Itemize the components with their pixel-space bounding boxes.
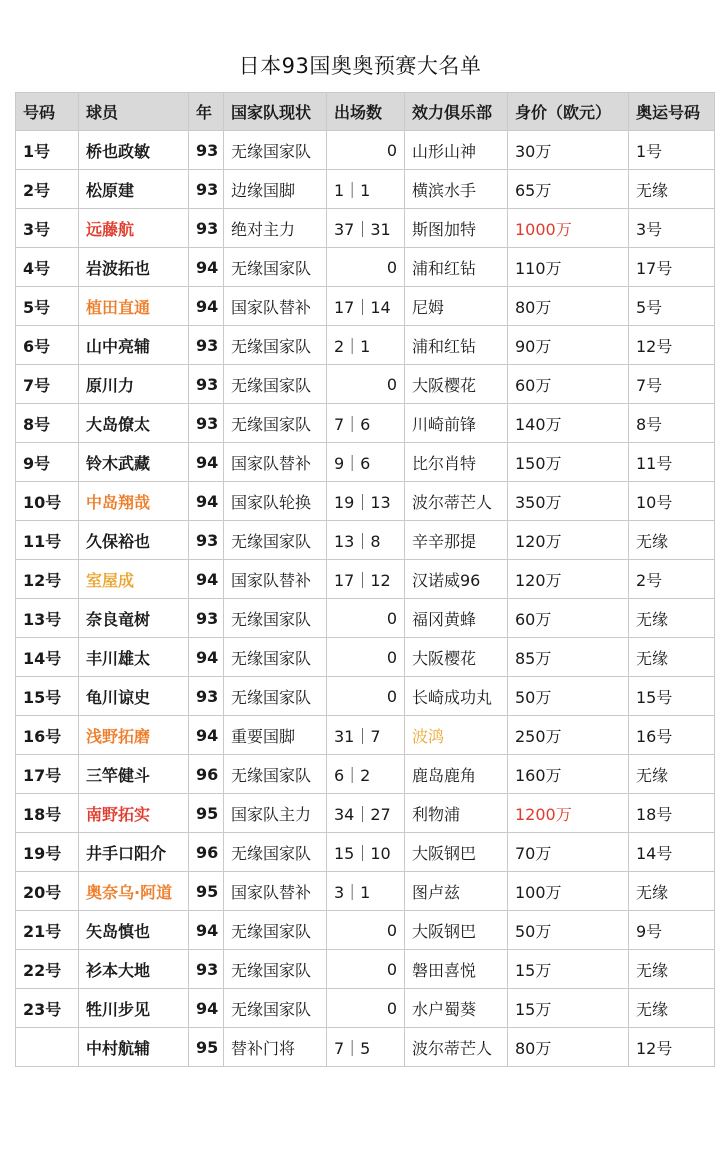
market-value: 15万 — [508, 989, 629, 1028]
birth-year: 96 — [189, 755, 224, 794]
table-row — [16, 521, 715, 560]
player-number: 11号 — [16, 521, 79, 560]
olympic-number: 9号 — [629, 911, 715, 950]
national-team-status: 国家队替补 — [224, 287, 327, 326]
market-value: 85万 — [508, 638, 629, 677]
market-value: 80万 — [508, 287, 629, 326]
player-number: 22号 — [16, 950, 79, 989]
national-team-status: 无缘国家队 — [224, 248, 327, 287]
birth-year: 94 — [189, 560, 224, 599]
player-number: 5号 — [16, 287, 79, 326]
player-number: 20号 — [16, 872, 79, 911]
market-value: 1000万 — [508, 209, 629, 248]
club: 横滨水手 — [405, 170, 508, 209]
club: 辛辛那提 — [405, 521, 508, 560]
birth-year: 96 — [189, 833, 224, 872]
player-name: 中村航辅 — [79, 1028, 189, 1067]
olympic-number: 14号 — [629, 833, 715, 872]
player-number: 21号 — [16, 911, 79, 950]
olympic-number: 16号 — [629, 716, 715, 755]
national-team-status: 无缘国家队 — [224, 521, 327, 560]
appearances: 0 — [327, 131, 405, 170]
player-name: 远藤航 — [79, 209, 189, 248]
birth-year: 93 — [189, 326, 224, 365]
club: 斯图加特 — [405, 209, 508, 248]
table-row — [16, 404, 715, 443]
birth-year: 93 — [189, 209, 224, 248]
table-row — [16, 560, 715, 599]
player-name: 桥也政敏 — [79, 131, 189, 170]
market-value: 160万 — [508, 755, 629, 794]
player-name: 奥奈乌·阿道 — [79, 872, 189, 911]
birth-year: 95 — [189, 794, 224, 833]
player-number: 15号 — [16, 677, 79, 716]
appearances: 7｜5 — [327, 1028, 405, 1067]
player-name: 矢岛慎也 — [79, 911, 189, 950]
market-value: 150万 — [508, 443, 629, 482]
table-row — [16, 755, 715, 794]
roster-body — [16, 131, 715, 1067]
table-row — [16, 833, 715, 872]
table-row — [16, 209, 715, 248]
club: 福冈黄蜂 — [405, 599, 508, 638]
table-row — [16, 170, 715, 209]
market-value: 70万 — [508, 833, 629, 872]
appearances: 0 — [327, 950, 405, 989]
club: 汉诺威96 — [405, 560, 508, 599]
header-club: 效力俱乐部 — [405, 93, 508, 131]
national-team-status: 无缘国家队 — [224, 131, 327, 170]
olympic-number: 无缘 — [629, 989, 715, 1028]
appearances: 15｜10 — [327, 833, 405, 872]
market-value: 140万 — [508, 404, 629, 443]
national-team-status: 无缘国家队 — [224, 638, 327, 677]
national-team-status: 国家队替补 — [224, 560, 327, 599]
appearances: 0 — [327, 248, 405, 287]
market-value: 1200万 — [508, 794, 629, 833]
player-number: 13号 — [16, 599, 79, 638]
national-team-status: 无缘国家队 — [224, 950, 327, 989]
market-value: 50万 — [508, 911, 629, 950]
national-team-status: 国家队轮换 — [224, 482, 327, 521]
table-row — [16, 599, 715, 638]
birth-year: 93 — [189, 521, 224, 560]
market-value: 90万 — [508, 326, 629, 365]
player-number: 23号 — [16, 989, 79, 1028]
market-value: 60万 — [508, 365, 629, 404]
player-name: 山中亮辅 — [79, 326, 189, 365]
birth-year: 93 — [189, 599, 224, 638]
club: 浦和红钻 — [405, 326, 508, 365]
birth-year: 94 — [189, 911, 224, 950]
table-row — [16, 365, 715, 404]
birth-year: 93 — [189, 170, 224, 209]
player-number: 18号 — [16, 794, 79, 833]
olympic-number: 18号 — [629, 794, 715, 833]
market-value: 15万 — [508, 950, 629, 989]
olympic-number: 3号 — [629, 209, 715, 248]
appearances: 3｜1 — [327, 872, 405, 911]
table-row — [16, 287, 715, 326]
birth-year: 94 — [189, 443, 224, 482]
table-row — [16, 248, 715, 287]
olympic-number: 无缘 — [629, 170, 715, 209]
player-number: 9号 — [16, 443, 79, 482]
player-number: 12号 — [16, 560, 79, 599]
table-row — [16, 950, 715, 989]
olympic-number: 1号 — [629, 131, 715, 170]
player-number: 2号 — [16, 170, 79, 209]
table-row — [16, 911, 715, 950]
olympic-number: 2号 — [629, 560, 715, 599]
appearances: 0 — [327, 599, 405, 638]
player-number: 17号 — [16, 755, 79, 794]
national-team-status: 边缘国脚 — [224, 170, 327, 209]
olympic-number: 无缘 — [629, 599, 715, 638]
player-number: 14号 — [16, 638, 79, 677]
player-name: 浅野拓磨 — [79, 716, 189, 755]
national-team-status: 无缘国家队 — [224, 833, 327, 872]
player-name: 衫本大地 — [79, 950, 189, 989]
club: 比尔肖特 — [405, 443, 508, 482]
national-team-status: 替补门将 — [224, 1028, 327, 1067]
appearances: 0 — [327, 989, 405, 1028]
table-row — [16, 326, 715, 365]
player-name: 大岛僚太 — [79, 404, 189, 443]
appearances: 17｜12 — [327, 560, 405, 599]
player-name: 龟川谅史 — [79, 677, 189, 716]
market-value: 120万 — [508, 560, 629, 599]
appearances: 9｜6 — [327, 443, 405, 482]
player-name: 久保裕也 — [79, 521, 189, 560]
olympic-number: 17号 — [629, 248, 715, 287]
page-title: 日本93国奥奥预赛大名单 — [238, 54, 482, 78]
header-player: 球员 — [79, 93, 189, 131]
player-name: 原川力 — [79, 365, 189, 404]
national-team-status: 重要国脚 — [224, 716, 327, 755]
player-name: 植田直通 — [79, 287, 189, 326]
birth-year: 94 — [189, 248, 224, 287]
club: 山形山神 — [405, 131, 508, 170]
birth-year: 93 — [189, 950, 224, 989]
header-appearances: 出场数 — [327, 93, 405, 131]
olympic-number: 5号 — [629, 287, 715, 326]
player-number: 1号 — [16, 131, 79, 170]
club: 尼姆 — [405, 287, 508, 326]
header-market-value: 身价（欧元） — [508, 93, 629, 131]
table-row — [16, 716, 715, 755]
club: 波尔蒂芒人 — [405, 482, 508, 521]
player-number: 10号 — [16, 482, 79, 521]
market-value: 350万 — [508, 482, 629, 521]
market-value: 120万 — [508, 521, 629, 560]
appearances: 0 — [327, 677, 405, 716]
national-team-status: 无缘国家队 — [224, 599, 327, 638]
market-value: 80万 — [508, 1028, 629, 1067]
club: 川崎前锋 — [405, 404, 508, 443]
birth-year: 94 — [189, 482, 224, 521]
appearances: 13｜8 — [327, 521, 405, 560]
club: 大阪樱花 — [405, 638, 508, 677]
header-row — [16, 93, 715, 131]
table-row — [16, 677, 715, 716]
national-team-status: 国家队主力 — [224, 794, 327, 833]
appearances: 0 — [327, 911, 405, 950]
olympic-number: 无缘 — [629, 950, 715, 989]
header-national-status: 国家队现状 — [224, 93, 327, 131]
club: 磐田喜悦 — [405, 950, 508, 989]
market-value: 50万 — [508, 677, 629, 716]
birth-year: 93 — [189, 677, 224, 716]
player-name: 中岛翔哉 — [79, 482, 189, 521]
club: 波鸿 — [405, 716, 508, 755]
national-team-status: 国家队替补 — [224, 443, 327, 482]
national-team-status: 无缘国家队 — [224, 755, 327, 794]
market-value: 250万 — [508, 716, 629, 755]
club: 波尔蒂芒人 — [405, 1028, 508, 1067]
player-number — [16, 1028, 79, 1067]
header-number: 号码 — [16, 93, 79, 131]
player-name: 牲川步见 — [79, 989, 189, 1028]
club: 大阪钢巴 — [405, 833, 508, 872]
club: 大阪钢巴 — [405, 911, 508, 950]
roster-table — [15, 92, 715, 1067]
birth-year: 94 — [189, 287, 224, 326]
olympic-number: 11号 — [629, 443, 715, 482]
header-olympic-number: 奥运号码 — [629, 93, 715, 131]
player-number: 4号 — [16, 248, 79, 287]
birth-year: 93 — [189, 365, 224, 404]
player-number: 3号 — [16, 209, 79, 248]
appearances: 31｜7 — [327, 716, 405, 755]
player-name: 室屋成 — [79, 560, 189, 599]
player-name: 铃木武藏 — [79, 443, 189, 482]
club: 图卢兹 — [405, 872, 508, 911]
market-value: 30万 — [508, 131, 629, 170]
player-name: 奈良竜树 — [79, 599, 189, 638]
club: 大阪樱花 — [405, 365, 508, 404]
player-number: 16号 — [16, 716, 79, 755]
national-team-status: 无缘国家队 — [224, 326, 327, 365]
player-name: 井手口阳介 — [79, 833, 189, 872]
olympic-number: 10号 — [629, 482, 715, 521]
birth-year: 94 — [189, 638, 224, 677]
club: 利物浦 — [405, 794, 508, 833]
appearances: 34｜27 — [327, 794, 405, 833]
birth-year: 94 — [189, 989, 224, 1028]
national-team-status: 无缘国家队 — [224, 677, 327, 716]
olympic-number: 12号 — [629, 326, 715, 365]
national-team-status: 无缘国家队 — [224, 989, 327, 1028]
birth-year: 94 — [189, 716, 224, 755]
club: 浦和红钻 — [405, 248, 508, 287]
market-value: 110万 — [508, 248, 629, 287]
player-number: 8号 — [16, 404, 79, 443]
appearances: 17｜14 — [327, 287, 405, 326]
appearances: 2｜1 — [327, 326, 405, 365]
player-number: 19号 — [16, 833, 79, 872]
appearances: 1｜1 — [327, 170, 405, 209]
olympic-number: 无缘 — [629, 755, 715, 794]
market-value: 100万 — [508, 872, 629, 911]
olympic-number: 无缘 — [629, 638, 715, 677]
market-value: 65万 — [508, 170, 629, 209]
national-team-status: 国家队替补 — [224, 872, 327, 911]
appearances: 0 — [327, 638, 405, 677]
olympic-number: 无缘 — [629, 521, 715, 560]
club: 鹿岛鹿角 — [405, 755, 508, 794]
birth-year: 93 — [189, 131, 224, 170]
olympic-number: 无缘 — [629, 872, 715, 911]
club: 长崎成功丸 — [405, 677, 508, 716]
national-team-status: 无缘国家队 — [224, 365, 327, 404]
table-row — [16, 482, 715, 521]
player-name: 丰川雄太 — [79, 638, 189, 677]
appearances: 37｜31 — [327, 209, 405, 248]
player-name: 松原建 — [79, 170, 189, 209]
appearances: 0 — [327, 365, 405, 404]
player-name: 岩波拓也 — [79, 248, 189, 287]
header-year: 年 — [189, 93, 224, 131]
table-row — [16, 638, 715, 677]
table-row — [16, 131, 715, 170]
player-name: 三竿健斗 — [79, 755, 189, 794]
national-team-status: 无缘国家队 — [224, 911, 327, 950]
table-row — [16, 989, 715, 1028]
birth-year: 95 — [189, 1028, 224, 1067]
appearances: 7｜6 — [327, 404, 405, 443]
market-value: 60万 — [508, 599, 629, 638]
olympic-number: 12号 — [629, 1028, 715, 1067]
birth-year: 95 — [189, 872, 224, 911]
table-row — [16, 443, 715, 482]
club: 水户蜀葵 — [405, 989, 508, 1028]
appearances: 6｜2 — [327, 755, 405, 794]
birth-year: 93 — [189, 404, 224, 443]
appearances: 19｜13 — [327, 482, 405, 521]
player-name: 南野拓实 — [79, 794, 189, 833]
olympic-number: 15号 — [629, 677, 715, 716]
olympic-number: 7号 — [629, 365, 715, 404]
table-row — [16, 1028, 715, 1067]
player-number: 7号 — [16, 365, 79, 404]
table-row — [16, 794, 715, 833]
table-row — [16, 872, 715, 911]
olympic-number: 8号 — [629, 404, 715, 443]
player-number: 6号 — [16, 326, 79, 365]
national-team-status: 绝对主力 — [224, 209, 327, 248]
national-team-status: 无缘国家队 — [224, 404, 327, 443]
